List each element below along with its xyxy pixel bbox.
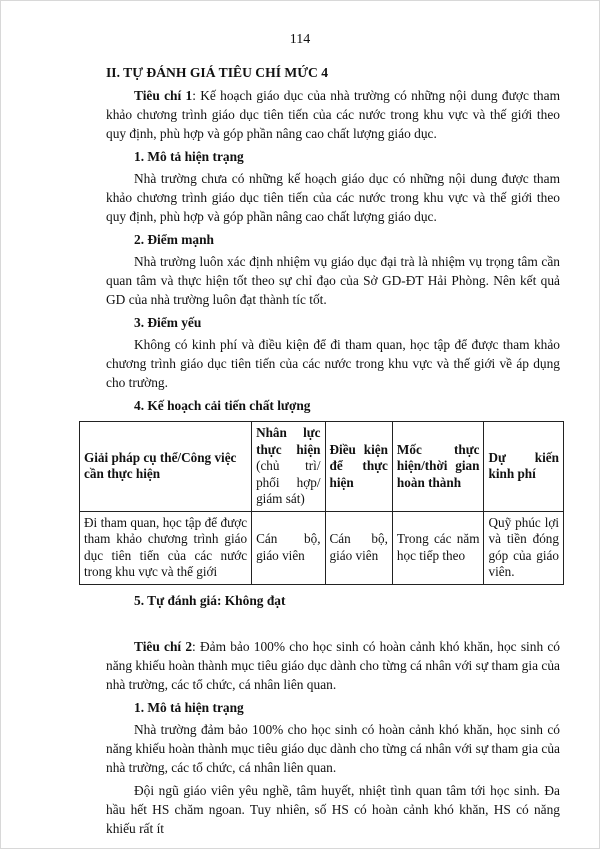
cell-conditions: Cán bộ, giáo viên (325, 511, 392, 584)
table-header-row (80, 422, 564, 512)
c1-strengths-text: Nhà trường luôn xác định nhiệm vụ giáo dục đại trà là nhiệm vụ trọng tâm cần quan tâm và thực hiện tốt theo sự chỉ đạo của Sở GD-ĐT Hải Phòng. Nên kết quả GD của nhà trường luôn đạt thành tíc tốt. (106, 254, 560, 307)
c2-heading-current-state: 1. Mô tả hiện trạng (134, 699, 244, 715)
criterion-2-statement (106, 637, 560, 694)
criterion-1-text: : Kế hoạch giáo dục của nhà trường có những nội dung được tham khảo chương trình giáo dục tiên tiến của các nước trong khu vực và thế giới theo quy định, phù hợp và góp phần nâng cao chất lượng giáo dục. (106, 88, 560, 141)
criterion-2-text: : Đảm bảo 100% cho học sinh có hoàn cảnh khó khăn, học sinh có năng khiếu hoàn thành mục tiêu giáo dục dành cho từng cá nhân với sự tham gia của nhà trường, các tổ chức, cá nhân liên quan. (106, 638, 560, 692)
c1-weaknesses-text: Không có kinh phí và điều kiện để đi tham quan, học tập để được tham khảo chương trình giáo dục tiên tiến của các nước trong khu vực và thế giới về áp dụng cho trường. (106, 337, 560, 390)
header-solution: Giải pháp cụ thể/Công việc cần thực hiện (80, 422, 252, 512)
c1-heading-current-state: 1. Mô tả hiện trạng (134, 149, 244, 164)
criterion-1-statement (106, 86, 560, 143)
cell-timeline: Trong các năm học tiếp theo (392, 511, 484, 584)
page-number: 114 (289, 32, 311, 47)
improvement-plan-table (79, 421, 564, 585)
header-staff-title: Nhân lực thực hiện (256, 425, 321, 457)
criterion-1-label: Tiêu chí 1 (134, 88, 193, 103)
c1-heading-improvement-plan: 4. Kế hoạch cải tiến chất lượng (134, 398, 311, 413)
document-body (84, 64, 560, 842)
cell-solution: Đi tham quan, học tập để được tham khảo chương trình giáo dục tiên tiến của các nước trong khu vực và thế giới (80, 511, 252, 584)
header-timeline: Mốc thực hiện/thời gian hoàn thành (392, 422, 484, 512)
c2-current-state-text: Nhà trường đảm bảo 100% cho học sinh có hoàn cảnh khó khăn, học sinh có năng khiếu hoàn thành mục tiêu giáo dục dành cho từng cá nhân với sự tham gia của nhà trường, các tổ chức, cá nhân liên quan. (106, 721, 560, 775)
c1-heading-self-assessment: 5. Tự đánh giá: Không đạt (134, 592, 286, 608)
criterion-2-label: Tiêu chí 2 (134, 638, 193, 654)
section-title: II. TỰ ĐÁNH GIÁ TIÊU CHÍ MỨC 4 (106, 65, 329, 80)
c1-current-state-text: Nhà trường chưa có những kế hoạch giáo dục có những nội dung được tham khảo chương trình giáo dục tiên tiến của các nước trong khu vực và thế giới theo quy định, phù hợp và góp phần nâng cao chất lượng giáo dục. (106, 171, 560, 224)
cell-staff: Cán bộ, giáo viên (252, 511, 325, 584)
c1-heading-strengths: 2. Điểm mạnh (134, 232, 214, 247)
cell-budget: Quỹ phúc lợi và tiền đóng góp của giáo viên. (484, 511, 564, 584)
header-staff-sub: (chủ trì/ phối hợp/ giám sát) (256, 458, 321, 506)
c1-heading-weaknesses: 3. Điểm yếu (134, 315, 202, 330)
header-conditions: Điều kiện để thực hiện (325, 422, 392, 512)
header-budget: Dự kiến kinh phí (484, 422, 564, 512)
table-row (80, 511, 564, 584)
header-staff (252, 422, 325, 512)
c2-staff-text: Đội ngũ giáo viên yêu nghề, tâm huyết, nhiệt tình quan tâm tới học sinh. Đa hầu hết HS chăm ngoan. Tuy nhiên, số HS có hoàn cảnh khó khăn, HS có năng khiếu rất ít (106, 782, 560, 836)
spacer (106, 613, 560, 637)
